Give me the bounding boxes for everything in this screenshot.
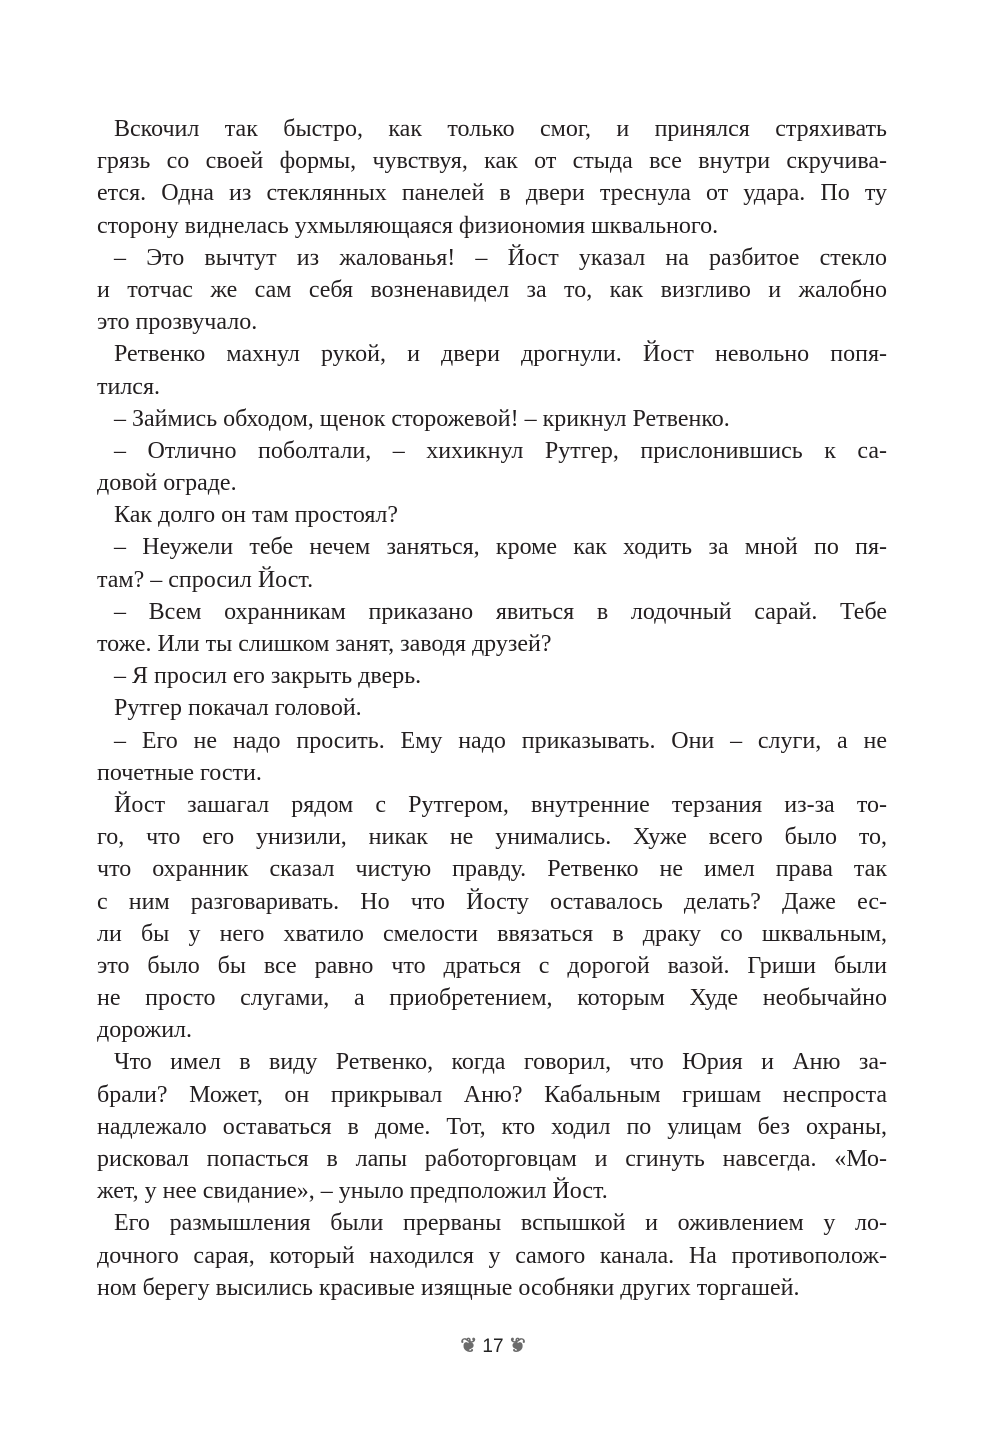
text-line: там? – спросил Йост. — [97, 566, 314, 593]
paragraph — [97, 531, 887, 595]
text-line: это было бы все равно что драться с дорогой вазой. Гриши были — [97, 952, 887, 979]
text-line: ется. Одна из стеклянных панелей в двери треснула от удара. По ту — [97, 180, 887, 207]
text-line: Йост зашагал рядом с Рутгером, внутренние терзания из-за то- — [114, 791, 887, 818]
paragraph — [97, 725, 887, 789]
text-line: ли бы у него хватило смелости ввязаться в драку со шквальным, — [97, 920, 887, 947]
text-line: – Отлично поболтали, – хихикнул Рутгер, прислонившись к са- — [114, 437, 887, 464]
text-line: – Я просил его закрыть дверь. — [114, 663, 422, 690]
text-line: брали? Может, он прикрывал Аню? Кабальным гришам неспроста — [97, 1081, 887, 1108]
text-line: Рутгер покачал головой. — [114, 695, 362, 722]
text-line: это прозвучало. — [97, 309, 258, 336]
page-number: 17 — [482, 1336, 504, 1357]
text-line: дорожил. — [97, 1017, 193, 1044]
text-line: – Его не надо просить. Ему надо приказывать. Они – слуги, а не — [114, 727, 887, 754]
ornament-left-icon: ❦ — [460, 1333, 478, 1357]
paragraph — [97, 499, 887, 531]
text-line: тоже. Или ты слишком занят, заводя друзей? — [97, 631, 552, 657]
paragraph — [97, 596, 887, 660]
text-line: Его размышления были прерваны вспышкой и оживлением у ло- — [114, 1210, 887, 1237]
text-line: тился. — [97, 373, 160, 400]
text-line: с ним разговаривать. Но что Йосту оставалось делать? Даже ес- — [97, 888, 887, 915]
paragraph — [97, 403, 887, 435]
text-line: довой ограде. — [97, 470, 237, 497]
text-line: почетные гости. — [97, 759, 262, 786]
text-line: – Это вычтут из жалованья! – Йост указал на разбитое стекло — [114, 244, 887, 271]
text-line: Ретвенко махнул рукой, и двери дрогнули. Йост невольно попя- — [114, 341, 887, 368]
paragraph — [97, 1046, 887, 1207]
text-line: что охранник сказал чистую правду. Ретвенко не имел права так — [97, 856, 887, 883]
text-line: – Всем охранникам приказано явиться в лодочный сарай. Тебе — [114, 598, 887, 625]
text-line: грязь со своей формы, чувствуя, как от стыда все внутри скручива- — [97, 148, 887, 175]
page-footer — [0, 1333, 986, 1358]
text-line: – Займись обходом, щенок сторожевой! – крикнул Ретвенко. — [114, 405, 730, 432]
paragraph — [97, 1207, 887, 1304]
text-line: и тотчас же сам себя возненавидел за то, как визгливо и жалобно — [97, 276, 887, 303]
text-line: жет, у нее свидание», – уныло предположил Йост. — [97, 1178, 608, 1205]
text-line: сторону виднелась ухмыляющаяся физиономия шквального. — [97, 212, 719, 239]
text-line: не просто слугами, а приобретением, которым Худе необычайно — [97, 985, 887, 1012]
text-line: Вскочил так быстро, как только смог, и принялся стряхивать — [114, 116, 887, 142]
text-line: ном берегу высились красивые изящные особняки других торгашей. — [97, 1274, 800, 1301]
page-body-text — [97, 113, 887, 1304]
paragraph — [97, 789, 887, 1047]
text-line: рисковал попасться в лапы работорговцам и сгинуть навсегда. «Мо- — [97, 1146, 887, 1172]
ornament-right-icon: ❦ — [508, 1333, 526, 1357]
paragraph — [97, 113, 887, 242]
text-line: – Неужели тебе нечем заняться, кроме как ходить за мной по пя- — [114, 534, 887, 561]
paragraph — [97, 660, 887, 692]
text-line: дочного сарая, который находился у самого канала. На противополож- — [97, 1242, 887, 1269]
text-line: Что имел в виду Ретвенко, когда говорил, что Юрия и Аню за- — [114, 1049, 887, 1076]
text-line: го, что его унизили, никак не унимались. Хуже всего было то, — [97, 824, 887, 851]
text-line: Как долго он там простоял? — [114, 502, 399, 529]
paragraph — [97, 338, 887, 402]
text-line: надлежало оставаться в доме. Тот, кто ходил по улицам без охраны, — [97, 1113, 887, 1140]
paragraph — [97, 692, 887, 724]
paragraph — [97, 242, 887, 339]
paragraph — [97, 435, 887, 499]
